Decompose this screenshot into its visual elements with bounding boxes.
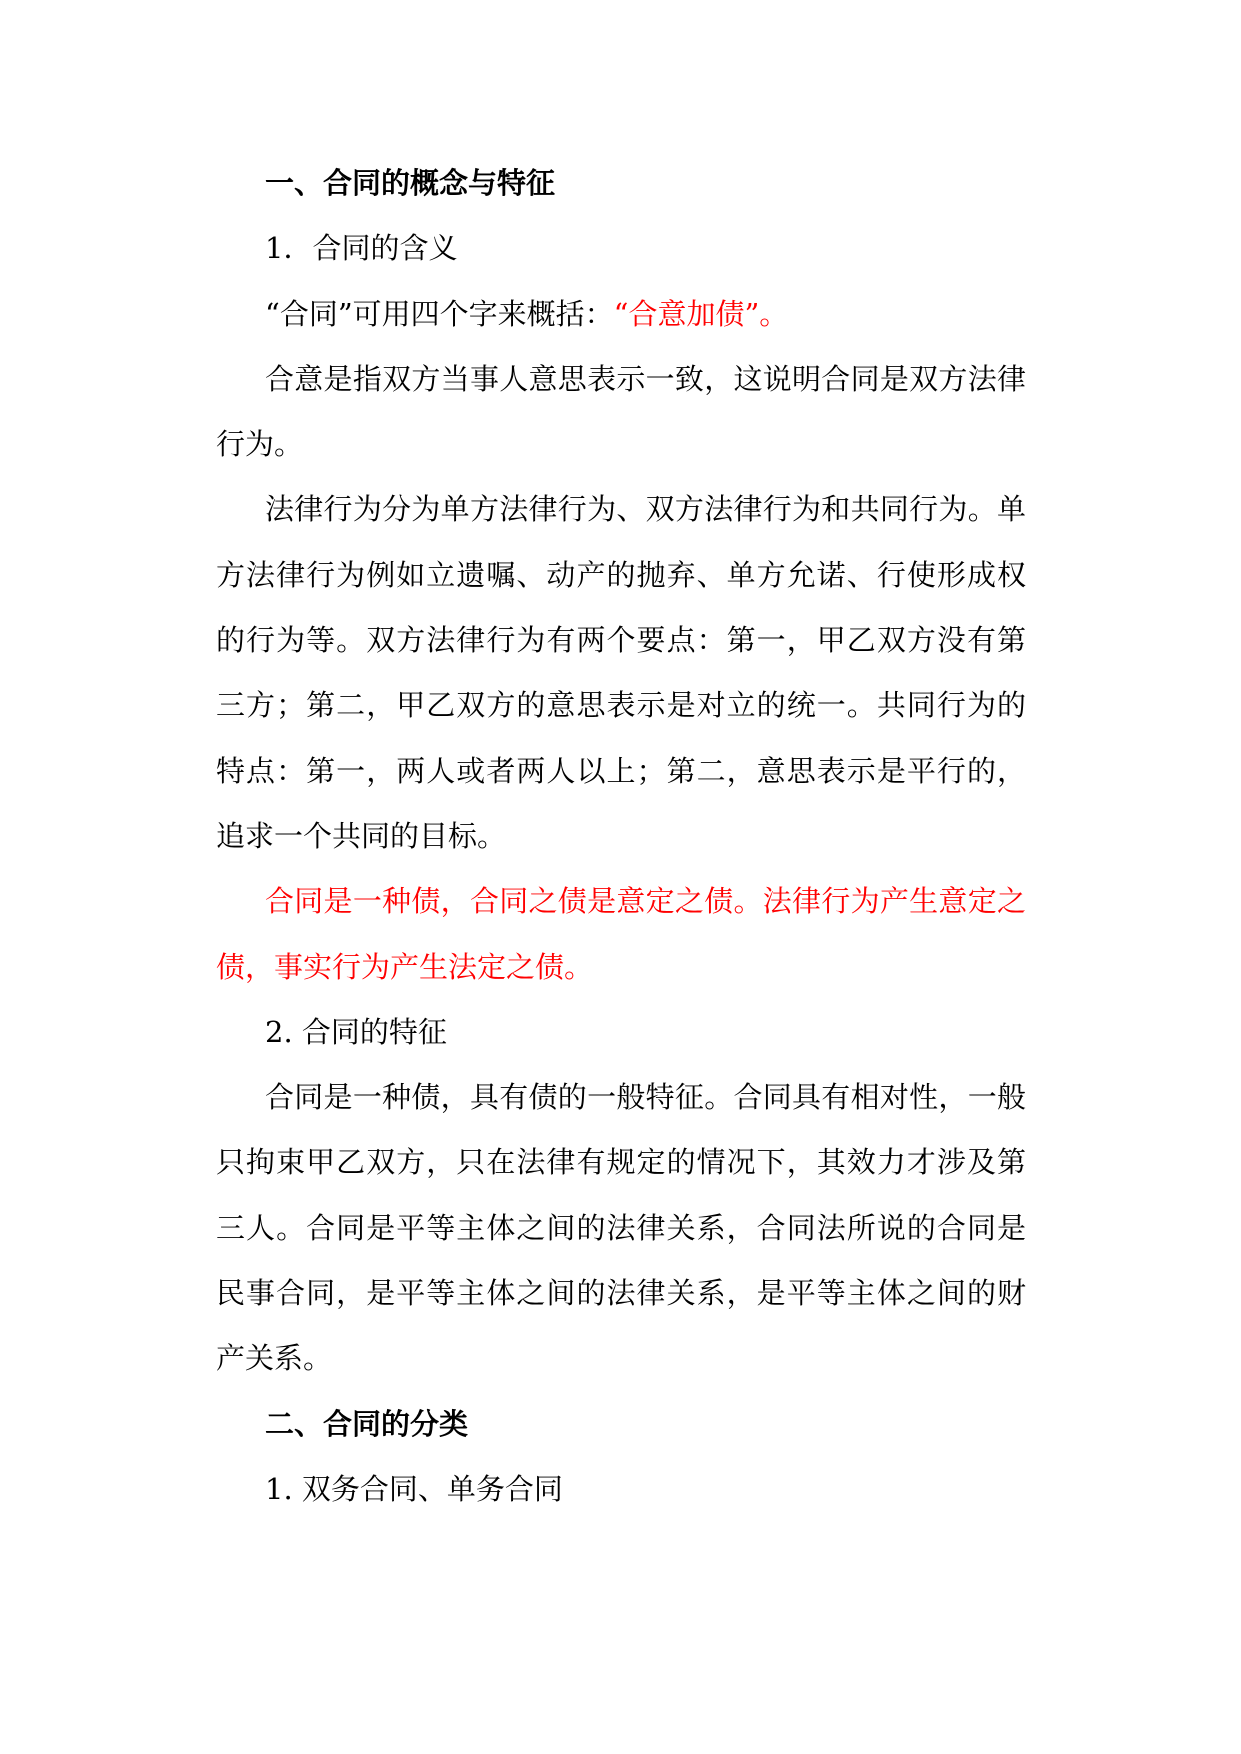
summary-prefix: “合同”可用四个字来概括：	[265, 296, 614, 331]
section-1-heading: 一、合同的概念与特征	[265, 166, 556, 200]
paragraph-line: 产关系。	[216, 1341, 333, 1376]
subsection-1-1-title: 1．合同的含义	[265, 231, 458, 266]
highlight-paragraph-line: 债，事实行为产生法定之债。	[216, 949, 594, 984]
paragraph-line: 法律行为分为单方法律行为、双方法律行为和共同行为。单	[265, 492, 1026, 527]
subsection-2-1-title: 1. 双务合同、单务合同	[265, 1471, 563, 1506]
section-2-heading: 二、合同的分类	[265, 1406, 469, 1441]
summary-line	[216, 282, 1026, 347]
paragraph-line: 的行为等。双方法律行为有两个要点：第一，甲乙双方没有第	[216, 623, 1026, 658]
paragraph-line: 三人。合同是平等主体之间的法律关系，合同法所说的合同是	[216, 1210, 1026, 1245]
paragraph-line: 三方；第二，甲乙双方的意思表示是对立的统一。共同行为的	[216, 688, 1026, 723]
paragraph-line: 行为。	[216, 427, 304, 462]
summary-highlight: “合意加债”。	[613, 296, 789, 331]
document-body	[216, 151, 1026, 1522]
paragraph-line: 追求一个共同的目标。	[216, 818, 507, 853]
paragraph-line: 特点：第一，两人或者两人以上；第二，意思表示是平行的，	[216, 753, 1026, 788]
paragraph-line: 方法律行为例如立遗嘱、动产的抛弃、单方允诺、行使形成权	[216, 557, 1026, 592]
subsection-1-2-title: 2. 合同的特征	[265, 1014, 447, 1049]
paragraph-line: 只拘束甲乙双方，只在法律有规定的情况下，其效力才涉及第	[216, 1145, 1026, 1180]
paragraph-line: 民事合同，是平等主体之间的法律关系，是平等主体之间的财	[216, 1276, 1026, 1311]
paragraph-line: 合意是指双方当事人意思表示一致，这说明合同是双方法律	[265, 361, 1026, 396]
highlight-paragraph-line: 合同是一种债，合同之债是意定之债。法律行为产生意定之	[265, 884, 1026, 919]
paragraph-line: 合同是一种债，具有债的一般特征。合同具有相对性，一般	[265, 1080, 1026, 1115]
